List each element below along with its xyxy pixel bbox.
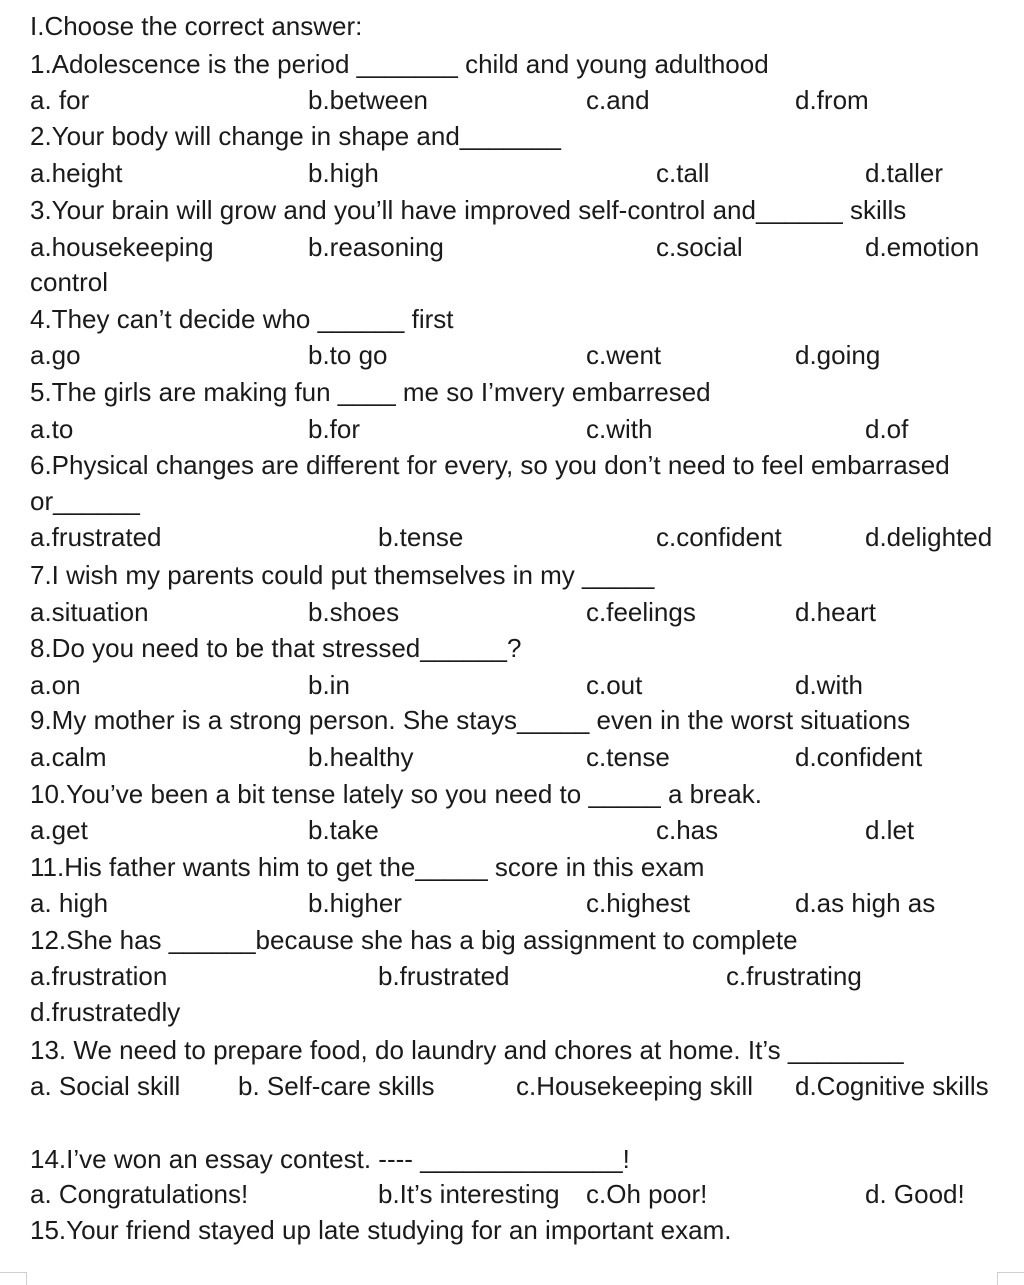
q12-option-c[interactable]: c.frustrating xyxy=(726,961,862,991)
q9-option-d[interactable]: d.confident xyxy=(795,742,923,772)
q7-option-b[interactable]: b.shoes xyxy=(308,597,400,627)
q6-option-d[interactable]: d.delighted xyxy=(865,522,993,552)
q12-option-b[interactable]: b.frustrated xyxy=(378,961,510,991)
q2-option-b[interactable]: b.high xyxy=(308,158,379,188)
q4-option-b[interactable]: b.to go xyxy=(308,340,388,370)
q9-option-a[interactable]: a.calm xyxy=(30,742,107,772)
question-4: 4.They can’t decide who ______ first xyxy=(30,304,454,334)
q10-option-a[interactable]: a.get xyxy=(30,815,88,845)
q6-option-c[interactable]: c.confident xyxy=(656,522,782,552)
q1-option-d[interactable]: d.from xyxy=(795,85,869,115)
q4-option-c[interactable]: c.went xyxy=(586,340,662,370)
q13-option-c[interactable]: c.Housekeeping skill xyxy=(516,1071,754,1101)
q3-option-a[interactable]: a.housekeeping xyxy=(30,232,214,262)
q10-option-d[interactable]: d.let xyxy=(865,815,915,845)
q13-option-d[interactable]: d.Cognitive skills xyxy=(795,1071,989,1101)
q7-option-a[interactable]: a.situation xyxy=(30,597,149,627)
question-1: 1.Adolescence is the period _______ child and young adulthood xyxy=(30,49,769,79)
question-14: 14.I’ve won an essay contest. ---- ______________! xyxy=(30,1144,630,1174)
q3-option-c[interactable]: c.social xyxy=(656,232,743,262)
q11-option-d[interactable]: d.as high as xyxy=(795,888,936,918)
q1-option-b[interactable]: b.between xyxy=(308,85,428,115)
q2-option-a[interactable]: a.height xyxy=(30,158,123,188)
question-8: 8.Do you need to be that stressed______? xyxy=(30,633,522,663)
q10-option-b[interactable]: b.take xyxy=(308,815,379,845)
q4-option-a[interactable]: a.go xyxy=(30,340,81,370)
q5-option-b[interactable]: b.for xyxy=(308,414,361,444)
q14-option-c[interactable]: c.Oh poor! xyxy=(586,1179,708,1209)
q6-option-a[interactable]: a.frustrated xyxy=(30,522,162,552)
q7-option-c[interactable]: c.feelings xyxy=(586,597,696,627)
q1-option-c[interactable]: c.and xyxy=(586,85,650,115)
question-10: 10.You’ve been a bit tense lately so you need to _____ a break. xyxy=(30,779,762,809)
question-12: 12.She has ______because she has a big assignment to complete xyxy=(30,925,798,955)
q5-option-c[interactable]: c.with xyxy=(586,414,653,444)
question-9: 9.My mother is a strong person. She stays_____ even in the worst situations xyxy=(30,705,911,735)
q2-option-d[interactable]: d.taller xyxy=(865,158,944,188)
q14-option-a[interactable]: a. Congratulations! xyxy=(30,1179,249,1209)
q3-option-d-continuation: control xyxy=(30,267,109,297)
question-11: 11.His father wants him to get the_____ score in this exam xyxy=(30,852,705,882)
q14-option-b[interactable]: b.It’s interesting xyxy=(378,1179,560,1209)
page-corner-mark-right xyxy=(997,1272,1024,1285)
q5-option-a[interactable]: a.to xyxy=(30,414,74,444)
q5-option-d[interactable]: d.of xyxy=(865,414,909,444)
q3-option-b[interactable]: b.reasoning xyxy=(308,232,444,262)
question-5: 5.The girls are making fun ____ me so I’mvery embarresed xyxy=(30,377,711,407)
q12-option-a[interactable]: a.frustration xyxy=(30,961,168,991)
q9-option-b[interactable]: b.healthy xyxy=(308,742,414,772)
q11-option-c[interactable]: c.highest xyxy=(586,888,691,918)
q12-option-d[interactable]: d.frustratedly xyxy=(30,997,181,1027)
q11-option-b[interactable]: b.higher xyxy=(308,888,402,918)
q14-option-d[interactable]: d. Good! xyxy=(865,1179,965,1209)
question-13: 13. We need to prepare food, do laundry and chores at home. It’s ________ xyxy=(30,1035,904,1065)
worksheet-heading: I.Choose the correct answer: xyxy=(30,11,363,41)
question-6: 6.Physical changes are different for every, so you don’t need to feel embarrased xyxy=(30,450,950,480)
q1-option-a[interactable]: a. for xyxy=(30,85,90,115)
q6-option-b[interactable]: b.tense xyxy=(378,522,464,552)
q13-option-a[interactable]: a. Social skill xyxy=(30,1071,181,1101)
q8-option-d[interactable]: d.with xyxy=(795,670,863,700)
q9-option-c[interactable]: c.tense xyxy=(586,742,670,772)
q2-option-c[interactable]: c.tall xyxy=(656,158,710,188)
question-15: 15.Your friend stayed up late studying for an important exam. xyxy=(30,1215,732,1245)
question-6-continuation: or______ xyxy=(30,486,140,516)
q8-option-b[interactable]: b.in xyxy=(308,670,350,700)
q4-option-d[interactable]: d.going xyxy=(795,340,881,370)
q8-option-c[interactable]: c.out xyxy=(586,670,643,700)
q13-option-b[interactable]: b. Self-care skills xyxy=(238,1071,435,1101)
q11-option-a[interactable]: a. high xyxy=(30,888,109,918)
question-2: 2.Your body will change in shape and_______ xyxy=(30,121,562,151)
question-7: 7.I wish my parents could put themselves in my _____ xyxy=(30,560,655,590)
q7-option-d[interactable]: d.heart xyxy=(795,597,876,627)
page-corner-mark-left xyxy=(0,1272,27,1285)
q3-option-d[interactable]: d.emotion xyxy=(865,232,980,262)
q8-option-a[interactable]: a.on xyxy=(30,670,81,700)
question-3: 3.Your brain will grow and you’ll have improved self-control and______ skills xyxy=(30,195,907,225)
q10-option-c[interactable]: c.has xyxy=(656,815,719,845)
